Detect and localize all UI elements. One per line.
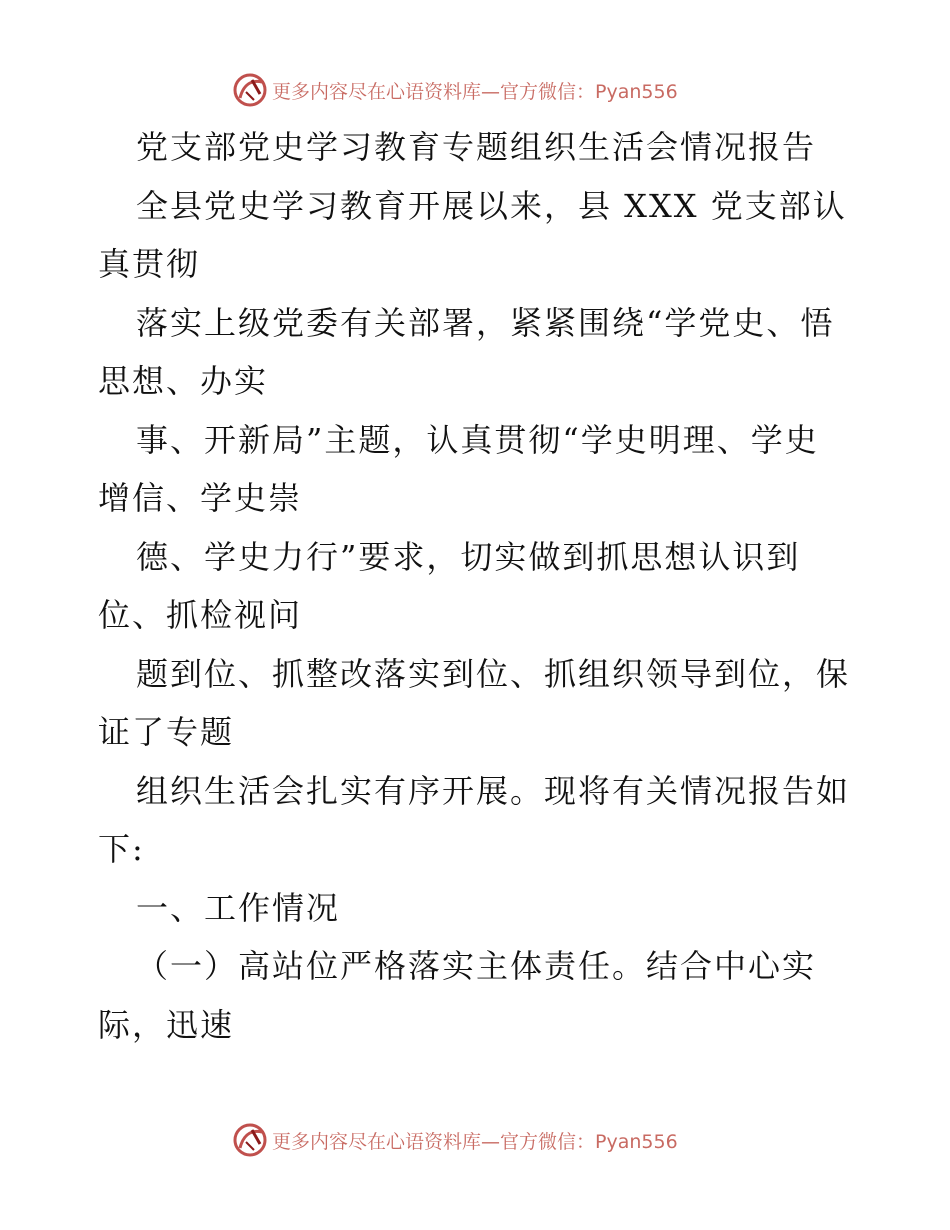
paragraph-line: 下: — [98, 830, 145, 868]
paragraph-line: 全县党史学习教育开展以来，县 XXX 党支部认 — [136, 186, 847, 225]
paragraph-line: 事、开新局”主题，认真贯彻“学史明理、学史 — [136, 420, 819, 459]
subsection-heading: （一）高站位严格落实主体责任。结合中心实 — [136, 947, 817, 985]
paragraph-line: 组织生活会扎实有序开展。现将有关情况报告如 — [136, 771, 851, 810]
paragraph-line: 增信、学史崇 — [98, 479, 303, 517]
footer-watermark — [232, 1120, 678, 1160]
paragraph-line: 落实上级党委有关部署，紧紧围绕“学党史、悟 — [136, 303, 835, 342]
document-body — [98, 118, 868, 1054]
paragraph-line: 题到位、抓整改落实到位、抓组织领导到位，保 — [136, 654, 851, 693]
paragraph-line: 真贯彻 — [98, 245, 201, 283]
paragraph-line: 证了专题 — [98, 713, 235, 751]
header-watermark — [232, 70, 678, 110]
watermark-text: 更多内容尽在心语资料库—官方微信：Pyan556 — [272, 80, 678, 103]
document-title: 党支部党史学习教育专题组织生活会情况报告 — [136, 128, 817, 166]
pen-swirl-logo-icon — [232, 72, 268, 108]
paragraph-line: 德、学史力行”要求，切实做到抓思想认识到 — [136, 537, 801, 576]
paragraph-line: 位、抓检视问 — [98, 596, 303, 634]
pen-swirl-logo-icon — [232, 1122, 268, 1158]
paragraph-line: 际，迅速 — [98, 1005, 235, 1044]
watermark-text: 更多内容尽在心语资料库—官方微信：Pyan556 — [272, 1130, 678, 1153]
paragraph-line: 思想、办实 — [98, 362, 269, 400]
section-heading: 一、工作情况 — [136, 888, 341, 927]
